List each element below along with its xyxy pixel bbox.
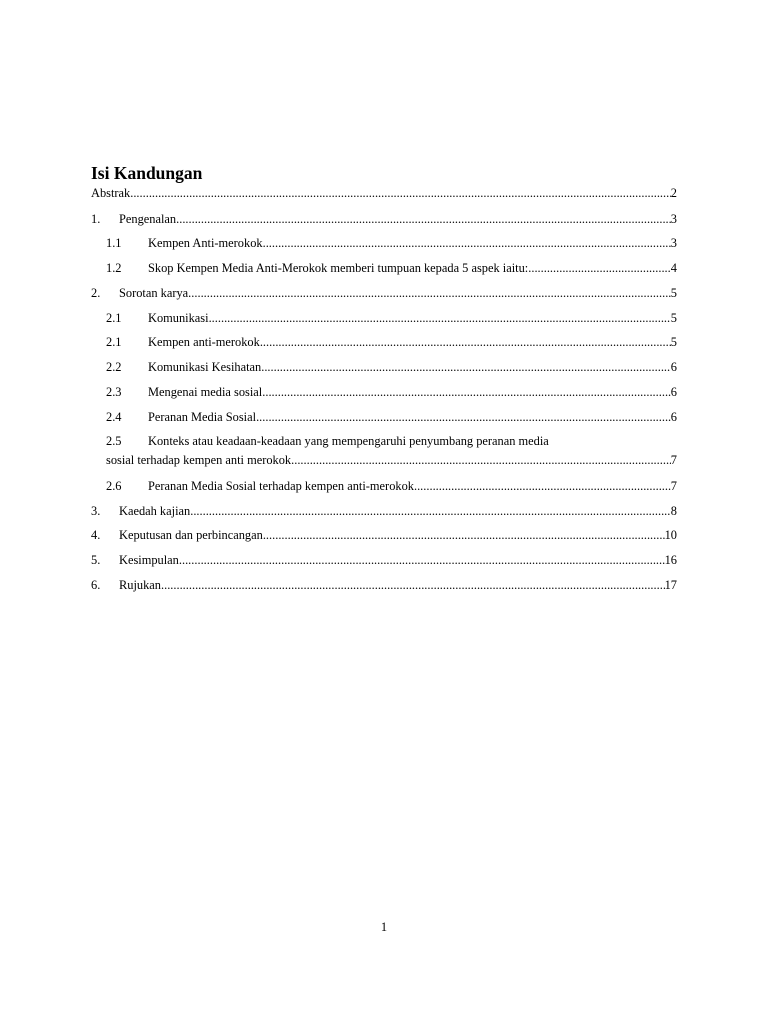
dot-leader — [263, 235, 671, 251]
toc-entry-page: 10 — [664, 528, 677, 542]
dot-leader — [130, 185, 671, 201]
toc-entry-label-continued: sosial terhadap kempen anti merokok — [106, 453, 292, 467]
toc-entry-page: 6 — [670, 360, 677, 374]
toc-entry-page: 17 — [664, 578, 677, 592]
toc-entry-number: 2.4 — [106, 410, 122, 424]
toc-entry-label: Komunikasi Kesihatan — [148, 360, 262, 374]
dot-leader — [291, 452, 671, 468]
page-number: 1 — [380, 920, 388, 934]
toc-entry-number: 1.2 — [106, 261, 122, 275]
dot-leader — [414, 478, 671, 494]
toc-entry-label: Pengenalan — [119, 212, 177, 226]
toc-entry-number: 2.1 — [106, 335, 122, 349]
toc-entry-label: Komunikasi — [148, 311, 209, 325]
toc-entry-page: 5 — [670, 335, 677, 349]
toc-entry-label: Kempen anti-merokok — [148, 335, 260, 349]
toc-entry-number: 1. — [91, 212, 101, 226]
dot-leader — [256, 409, 671, 425]
toc-entry-number: 3. — [91, 504, 101, 518]
toc-entry-label: Abstrak — [91, 186, 131, 200]
toc-entry-page: 16 — [664, 553, 677, 567]
toc-entry-page: 5 — [670, 311, 677, 325]
toc-entry-label: Kesimpulan — [119, 553, 179, 567]
toc-entry-page: 5 — [670, 286, 677, 300]
toc-entry-page: 6 — [670, 385, 677, 399]
toc-entry-page: 4 — [670, 261, 677, 275]
toc-title: Isi Kandungan — [91, 163, 203, 183]
toc-entry-abstrak[interactable] — [91, 185, 677, 201]
toc-entry-number: 2.2 — [106, 360, 122, 374]
toc-entry-rujukan[interactable] — [91, 577, 677, 593]
toc-entry-number: 2.6 — [106, 479, 122, 493]
toc-entry-page: 6 — [670, 410, 677, 424]
toc-entry-konteks-line1[interactable] — [91, 433, 677, 449]
toc-entry-number: 2.1 — [106, 311, 122, 325]
dot-leader — [260, 334, 671, 350]
dot-leader — [209, 310, 671, 326]
dot-leader — [188, 285, 671, 301]
toc-entry-konteks-line2[interactable] — [91, 452, 677, 468]
dot-leader — [179, 552, 665, 568]
toc-entry-page: 8 — [670, 504, 677, 518]
toc-entry-number: 2.3 — [106, 385, 122, 399]
toc-entry-pengenalan[interactable] — [91, 211, 677, 227]
toc-entry-mengenai-media-sosial[interactable] — [91, 384, 677, 400]
toc-entry-kempen-anti-merokok-2[interactable] — [91, 334, 677, 350]
dot-leader — [262, 384, 671, 400]
dot-leader — [528, 260, 671, 276]
dot-leader — [190, 503, 671, 519]
toc-entry-number: 4. — [91, 528, 101, 542]
dot-leader — [263, 527, 665, 543]
toc-entry-label: Kaedah kajian — [119, 504, 191, 518]
toc-entry-label: Kempen Anti-merokok — [148, 236, 263, 250]
dot-leader — [176, 211, 671, 227]
toc-entry-label: Mengenai media sosial — [148, 385, 263, 399]
toc-entry-keputusan[interactable] — [91, 527, 677, 543]
toc-entry-number: 2. — [91, 286, 101, 300]
toc-entry-label: Skop Kempen Media Anti-Merokok memberi tumpuan kepada 5 aspek iaitu: — [148, 261, 529, 275]
toc-entry-komunikasi-kesihatan[interactable] — [91, 359, 677, 375]
toc-entry-peranan-terhadap-kempen[interactable] — [91, 478, 677, 494]
toc-entry-kempen-anti-merokok[interactable] — [91, 235, 677, 251]
toc-entry-label: Keputusan dan perbincangan — [119, 528, 263, 542]
toc-entry-number: 1.1 — [106, 236, 122, 250]
toc-entry-number: 2.5 — [106, 434, 122, 448]
dot-leader — [261, 359, 671, 375]
toc-entry-label: Sorotan karya — [119, 286, 189, 300]
toc-entry-komunikasi[interactable] — [91, 310, 677, 326]
toc-entry-kesimpulan[interactable] — [91, 552, 677, 568]
toc-entry-page: 7 — [670, 453, 677, 467]
toc-entry-page: 7 — [670, 479, 677, 493]
toc-entry-label: Konteks atau keadaan-keadaan yang mempengaruhi penyumbang peranan media — [148, 434, 549, 448]
dot-leader — [161, 577, 665, 593]
toc-entry-skop-kempen[interactable] — [91, 260, 677, 276]
toc-entry-number: 6. — [91, 578, 101, 592]
toc-entry-page: 3 — [670, 236, 677, 250]
toc-entry-kaedah-kajian[interactable] — [91, 503, 677, 519]
toc-entry-label: Peranan Media Sosial — [148, 410, 257, 424]
toc-entry-peranan-media-sosial[interactable] — [91, 409, 677, 425]
toc-entry-sorotan-karya[interactable] — [91, 285, 677, 301]
toc-entry-label: Peranan Media Sosial terhadap kempen anti-merokok — [148, 479, 414, 493]
toc-entry-page: 3 — [670, 212, 677, 226]
toc-entry-number: 5. — [91, 553, 101, 567]
toc-entry-page: 2 — [670, 186, 677, 200]
toc-entry-label: Rujukan — [119, 578, 161, 592]
